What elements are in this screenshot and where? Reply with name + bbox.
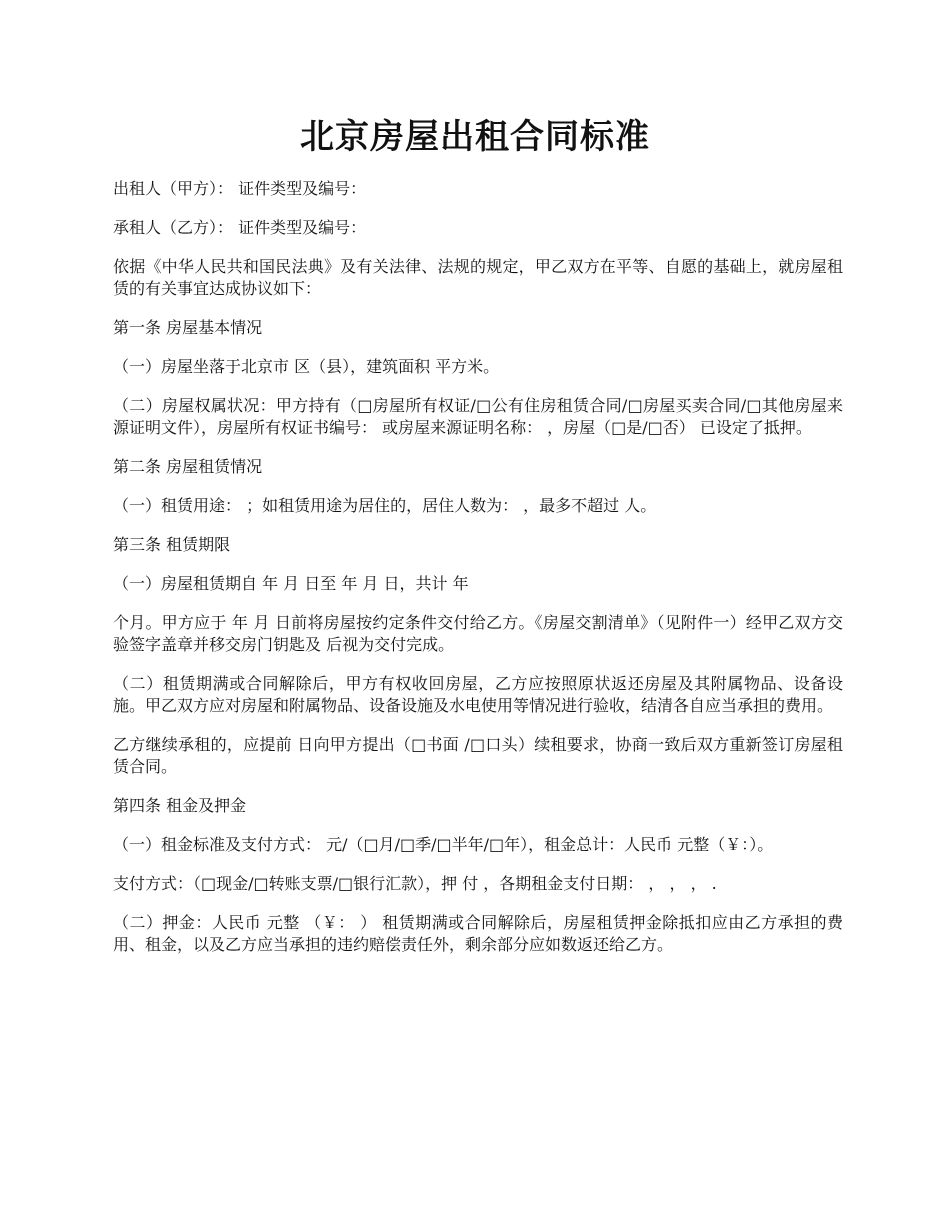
article-4-clause-2: （二）押金：人民币 元整 （￥： ） 租赁期满或合同解除后，房屋租赁押金除抵扣应由乙方承担的费用、租金，以及乙方应当承担的违约赔偿责任外，剩余部分应如数返还给乙方。 <box>113 913 843 954</box>
article-1-clause-1: （一）房屋坐落于北京市 区（县），建筑面积 平方米。 <box>113 357 500 376</box>
article-2-clause-1: （一）租赁用途： ；如租赁用途为居住的，居住人数为： ，最多不超过 人。 <box>113 496 657 515</box>
preamble-paragraph: 依据《中华人民共和国民法典》及有关法律、法规的规定，甲乙双方在平等、自愿的基础上，就房屋租赁的有关事宜达成协议如下： <box>113 257 843 298</box>
article-3-heading: 第三条 租赁期限 <box>113 535 231 554</box>
party-a-line: 出租人（甲方）： 证件类型及编号： <box>113 179 367 198</box>
article-4-heading: 第四条 租金及押金 <box>113 796 247 815</box>
article-2-heading: 第二条 房屋租赁情况 <box>113 457 263 476</box>
article-3-clause-2: （二）租赁期满或合同解除后，甲方有权收回房屋，乙方应按照原状返还房屋及其附属物品、设备设施。甲乙双方应对房屋和附属物品、设备设施及水电使用等情况进行验收，结清各自应当承担的费用。 <box>113 674 843 715</box>
payment-method-line: 支付方式：（□现金/□转账支票/□银行汇款），押 付 ，各期租金支付日期： ， ， ， . <box>113 874 717 893</box>
party-b-line: 承租人（乙方）： 证件类型及编号： <box>113 218 367 237</box>
article-3-renewal: 乙方继续承租的，应提前 日向甲方提出（□书面 /□口头）续租要求，协商一致后双方重新签订房屋租赁合同。 <box>113 735 843 776</box>
article-1-clause-2: （二）房屋权属状况：甲方持有（□房屋所有权证/□公有住房租赁合同/□房屋买卖合同/□其他房屋来源证明文件），房屋所有权证书编号： 或房屋来源证明名称： ，房屋（□是/□否） 已设定了抵押。 <box>113 396 843 437</box>
article-1-heading: 第一条 房屋基本情况 <box>113 318 263 337</box>
document-body <box>113 178 843 973</box>
article-4-clause-1: （一）租金标准及支付方式： 元/（□月/□季/□半年/□年），租金总计：人民币 元整（￥：）。 <box>113 835 774 854</box>
document-title: 北京房屋出租合同标准 <box>300 117 650 157</box>
article-3-clause-1: （一）房屋租赁期自 年 月 日至 年 月 日，共计 年 <box>113 574 469 593</box>
article-3-clause-1-continued: 个月。甲方应于 年 月 日前将房屋按约定条件交付给乙方。《房屋交割清单》（见附件一）经甲乙双方交验签字盖章并移交房门钥匙及 后视为交付完成。 <box>113 613 843 654</box>
